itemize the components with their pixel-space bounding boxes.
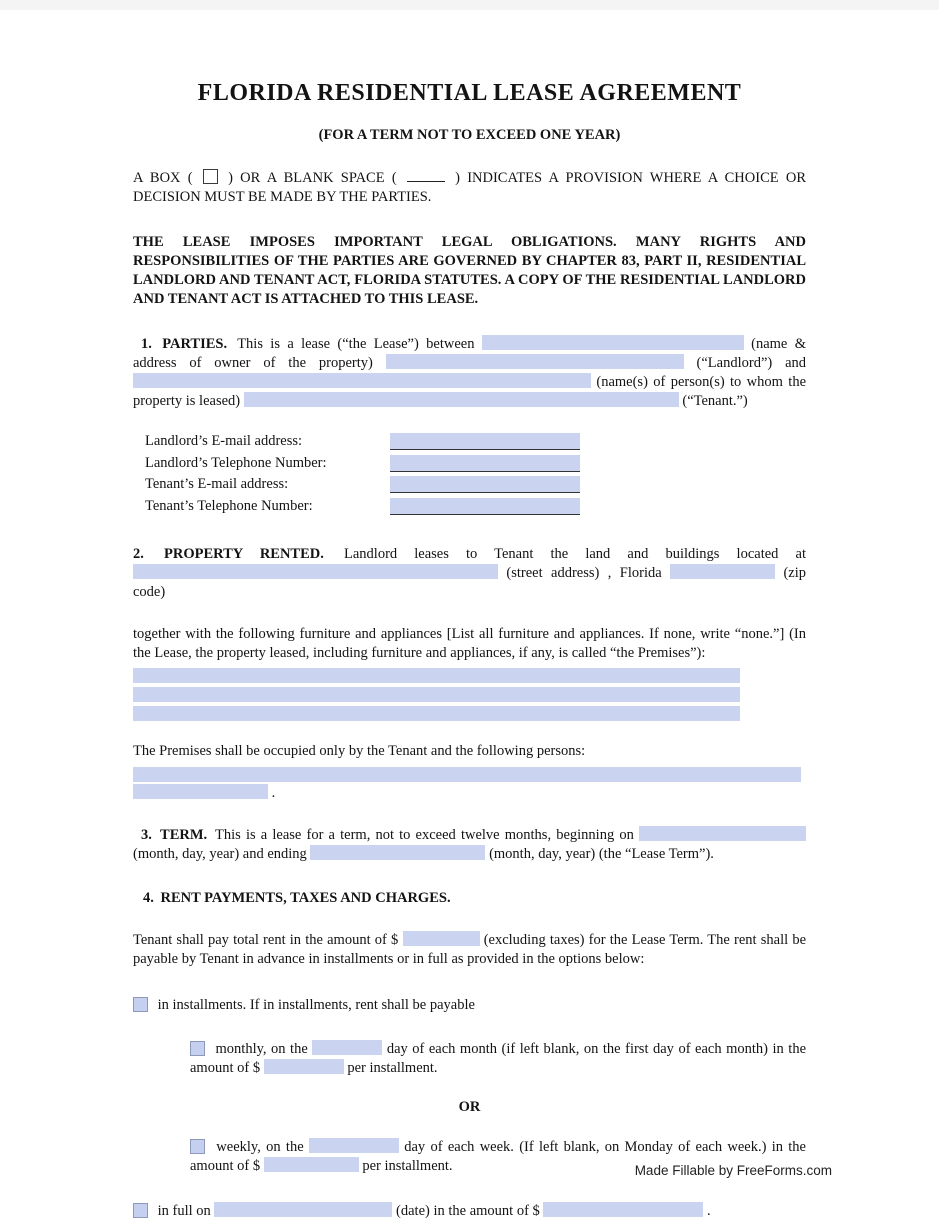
section-1-parties: [133, 335, 806, 411]
full-text-1: in full on: [157, 1203, 211, 1218]
occupants-line-2: [133, 784, 806, 803]
contact-row-landlord-phone: [145, 453, 806, 475]
section-2-number: 2.: [133, 546, 144, 562]
section-2-property: [133, 545, 806, 602]
weekly-text-1: weekly, on the: [216, 1139, 304, 1155]
full-text-3: .: [707, 1203, 711, 1218]
term-text-1: This is a lease for a term, not to exceed twelve months, beginning on: [215, 827, 634, 843]
monthly-day-field[interactable]: [312, 1040, 382, 1055]
occupancy-period: .: [271, 785, 276, 801]
section-3-term: [133, 826, 806, 864]
furniture-list-field-1[interactable]: [133, 668, 740, 683]
section-1-number: 1.: [141, 336, 152, 352]
monthly-checkbox[interactable]: [190, 1041, 205, 1056]
weekly-checkbox[interactable]: [190, 1139, 205, 1154]
page-top-edge: [0, 0, 939, 10]
occupancy-clause: The Premises shall be occupied only by the Tenant and the following persons:: [133, 743, 586, 759]
furniture-list-field-3[interactable]: [133, 706, 740, 721]
landlord-email-label: Landlord’s E-mail address:: [145, 433, 303, 450]
empty-checkbox-glyph: [203, 169, 218, 184]
contact-row-landlord-email: [145, 431, 806, 453]
document-title: FLORIDA RESIDENTIAL LEASE AGREEMENT: [197, 80, 742, 106]
full-text-2: (date) in the amount of $: [396, 1203, 540, 1218]
occupants-field-1[interactable]: [133, 767, 801, 782]
installments-label: in installments. If in installments, rent shall be payable: [157, 997, 475, 1013]
weekly-text-3: per installment.: [362, 1158, 453, 1174]
section-2-heading: PROPERTY RENTED.: [164, 546, 324, 562]
rent-amount-clause: [133, 931, 806, 969]
monthly-option-block: [190, 1040, 806, 1078]
notice-text-2: ) OR A BLANK SPACE (: [228, 170, 397, 186]
section-3-heading: TERM.: [160, 827, 208, 843]
rent-text-2: (excluding taxes) for the Lease Term. The rent shall be payable by Tenant in advance in installments or in full as provided in the options below:: [133, 932, 807, 967]
section-4-heading-row: [133, 889, 806, 908]
monthly-text-3: per installment.: [347, 1060, 438, 1076]
or-divider: OR: [458, 1099, 481, 1115]
furniture-list-field-2[interactable]: [133, 687, 740, 702]
choice-notice: [133, 169, 806, 207]
footer-credit: Made Fillable by FreeForms.com: [634, 1163, 832, 1178]
lease-end-date-field[interactable]: [310, 845, 485, 860]
full-payment-amount-field[interactable]: [543, 1202, 703, 1217]
term-text-3: (month, day, year) (the “Lease Term”).: [489, 846, 714, 862]
total-rent-field[interactable]: [403, 931, 480, 946]
contact-info-block: [133, 431, 806, 517]
property-text-1: Landlord leases to Tenant the land and buildings located at: [344, 546, 806, 562]
tenant-phone-field[interactable]: [390, 498, 580, 515]
installments-option-row: [133, 996, 806, 1015]
weekly-day-field[interactable]: [309, 1138, 399, 1153]
landlord-phone-label: Landlord’s Telephone Number:: [145, 454, 327, 471]
zip-code-field[interactable]: [670, 564, 775, 579]
weekly-text-2: day of each week. (If left blank, on Monday of each week.) in the amount of $: [190, 1139, 806, 1174]
parties-text-5: (“Tenant.”): [682, 393, 748, 409]
tenant-email-label: Tenant’s E-mail address:: [145, 476, 289, 493]
tenant-phone-label: Tenant’s Telephone Number:: [145, 497, 313, 514]
contact-row-tenant-email: [145, 474, 806, 496]
tenant-name-field-1[interactable]: [133, 373, 591, 388]
notice-text-1: A BOX (: [133, 170, 193, 186]
parties-text-4: (name(s) of person(s) to whom the property is leased): [133, 374, 807, 409]
section-4-number: 4.: [143, 890, 154, 906]
full-payment-date-field[interactable]: [214, 1202, 392, 1217]
weekly-amount-field[interactable]: [264, 1157, 359, 1172]
landlord-name-field-2[interactable]: [386, 354, 684, 369]
property-text-2: (street address) , Florida: [506, 565, 662, 581]
monthly-text-1: monthly, on the: [215, 1041, 308, 1057]
section-3-number: 3.: [141, 827, 152, 843]
contact-row-tenant-phone: [145, 496, 806, 518]
rent-text-1: Tenant shall pay total rent in the amount of $: [133, 932, 399, 948]
street-address-field[interactable]: [133, 564, 498, 579]
blank-line-glyph: [407, 170, 445, 182]
legal-obligations-notice: THE LEASE IMPOSES IMPORTANT LEGAL OBLIGATIONS. MANY RIGHTS AND RESPONSIBILITIES OF THE PARTIES ARE GOVERNED BY CHAPTER 83, PART II, RESIDENTIAL LANDLORD AND TENANT ACT, FLORIDA STATUTES. A COPY OF THE RESIDENTIAL LANDLORD AND TENANT ACT IS ATTACHED TO THIS LEASE.: [133, 234, 806, 307]
landlord-email-field[interactable]: [390, 433, 580, 450]
notice-text-3: ) INDICATES A PROVISION WHERE A CHOICE OR DECISION MUST BE MADE BY THE PARTIES.: [133, 170, 806, 205]
parties-text-3: (“Landlord”) and: [696, 355, 806, 371]
section-4-heading: RENT PAYMENTS, TAXES AND CHARGES.: [160, 890, 451, 906]
full-payment-checkbox[interactable]: [133, 1203, 148, 1218]
occupants-field-2[interactable]: [133, 784, 268, 799]
property-text-3: (zip code): [133, 565, 807, 600]
lease-start-date-field[interactable]: [639, 826, 806, 841]
monthly-text-2: day of each month (if left blank, on the first day of each month) in the amount of $: [190, 1041, 807, 1076]
parties-text-1: This is a lease (“the Lease”) between: [237, 336, 475, 352]
furniture-clause: together with the following furniture and appliances [List all furniture and appliances. If none, write “none.”] (In the Lease, the property leased, including furniture and appliances, if any, is called “the Premises”):: [133, 626, 806, 661]
furniture-list-fields: [133, 668, 806, 721]
monthly-amount-field[interactable]: [264, 1059, 344, 1074]
tenant-email-field[interactable]: [390, 476, 580, 493]
section-1-heading: PARTIES.: [162, 336, 228, 352]
landlord-phone-field[interactable]: [390, 455, 580, 472]
document-subtitle: (FOR A TERM NOT TO EXCEED ONE YEAR): [318, 127, 621, 143]
installments-checkbox[interactable]: [133, 997, 148, 1012]
term-text-2: (month, day, year) and ending: [133, 846, 307, 862]
tenant-name-field-2[interactable]: [244, 392, 679, 407]
parties-text-2: (name & address of owner of the property): [133, 336, 806, 371]
full-payment-option-row: [133, 1202, 806, 1218]
landlord-name-field-1[interactable]: [482, 335, 744, 350]
